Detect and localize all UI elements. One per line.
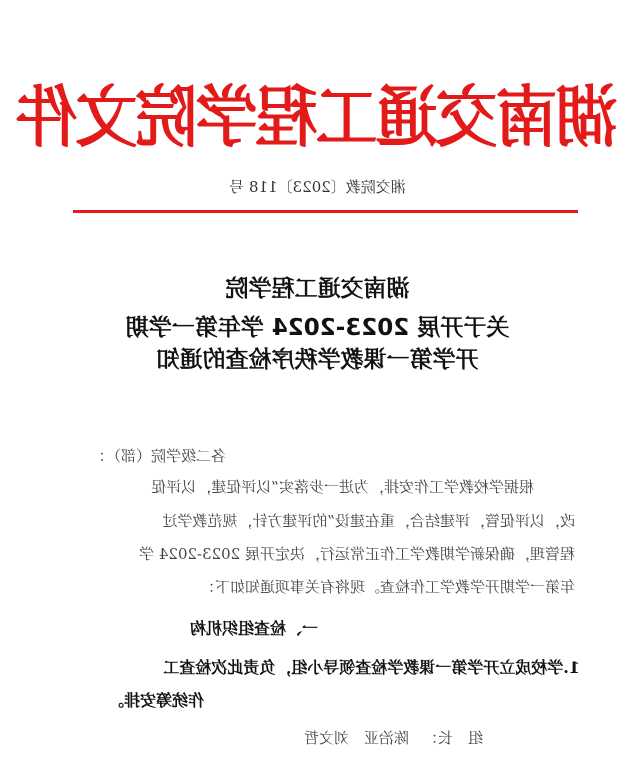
masthead-title: 湖南交通工程学院文件 bbox=[17, 78, 618, 157]
section-item-line-2: 作统筹安排。 bbox=[107, 691, 204, 710]
document-masthead bbox=[0, 78, 635, 158]
salutation bbox=[90, 445, 226, 466]
body-line-1: 根据学校教学工作安排，为进一步落实“以评促建，以评促 bbox=[151, 478, 534, 496]
leader-label: 组 长： bbox=[422, 729, 483, 747]
salutation-text: 各二级学院（部） bbox=[113, 447, 226, 465]
leader-names: 陈治亚 刘文哲 bbox=[303, 729, 409, 747]
salutation-colon: ： bbox=[90, 447, 106, 465]
section-heading: 一、检查组织机构 bbox=[189, 619, 318, 638]
body-line-2: 改，以评促管，评建结合，重在建设”的评建方针，规范教学过 bbox=[162, 512, 575, 530]
title-line-3: 开学第一课教学秩序检查的通知 bbox=[156, 347, 479, 373]
red-divider-line bbox=[73, 210, 578, 213]
document-number: 湘交院教〔2023〕118 号 bbox=[229, 178, 406, 196]
section-item-line-1: 1.学校成立开学第一课教学检查领导小组，负责此次检查工 bbox=[163, 658, 580, 677]
body-line-3: 程管理，确保新学期教学工作正常运行，决定开展 2023-2024 学 bbox=[139, 545, 575, 563]
body-line-4: 年第一学期开学教学工作检查。现将有关事项通知如下： bbox=[199, 578, 575, 596]
title-line-2: 关于开展 2023-2024 学年第一学期 bbox=[125, 315, 510, 341]
leader-row bbox=[304, 727, 483, 748]
title-line-1: 湖南交通工程学院 bbox=[225, 276, 410, 302]
